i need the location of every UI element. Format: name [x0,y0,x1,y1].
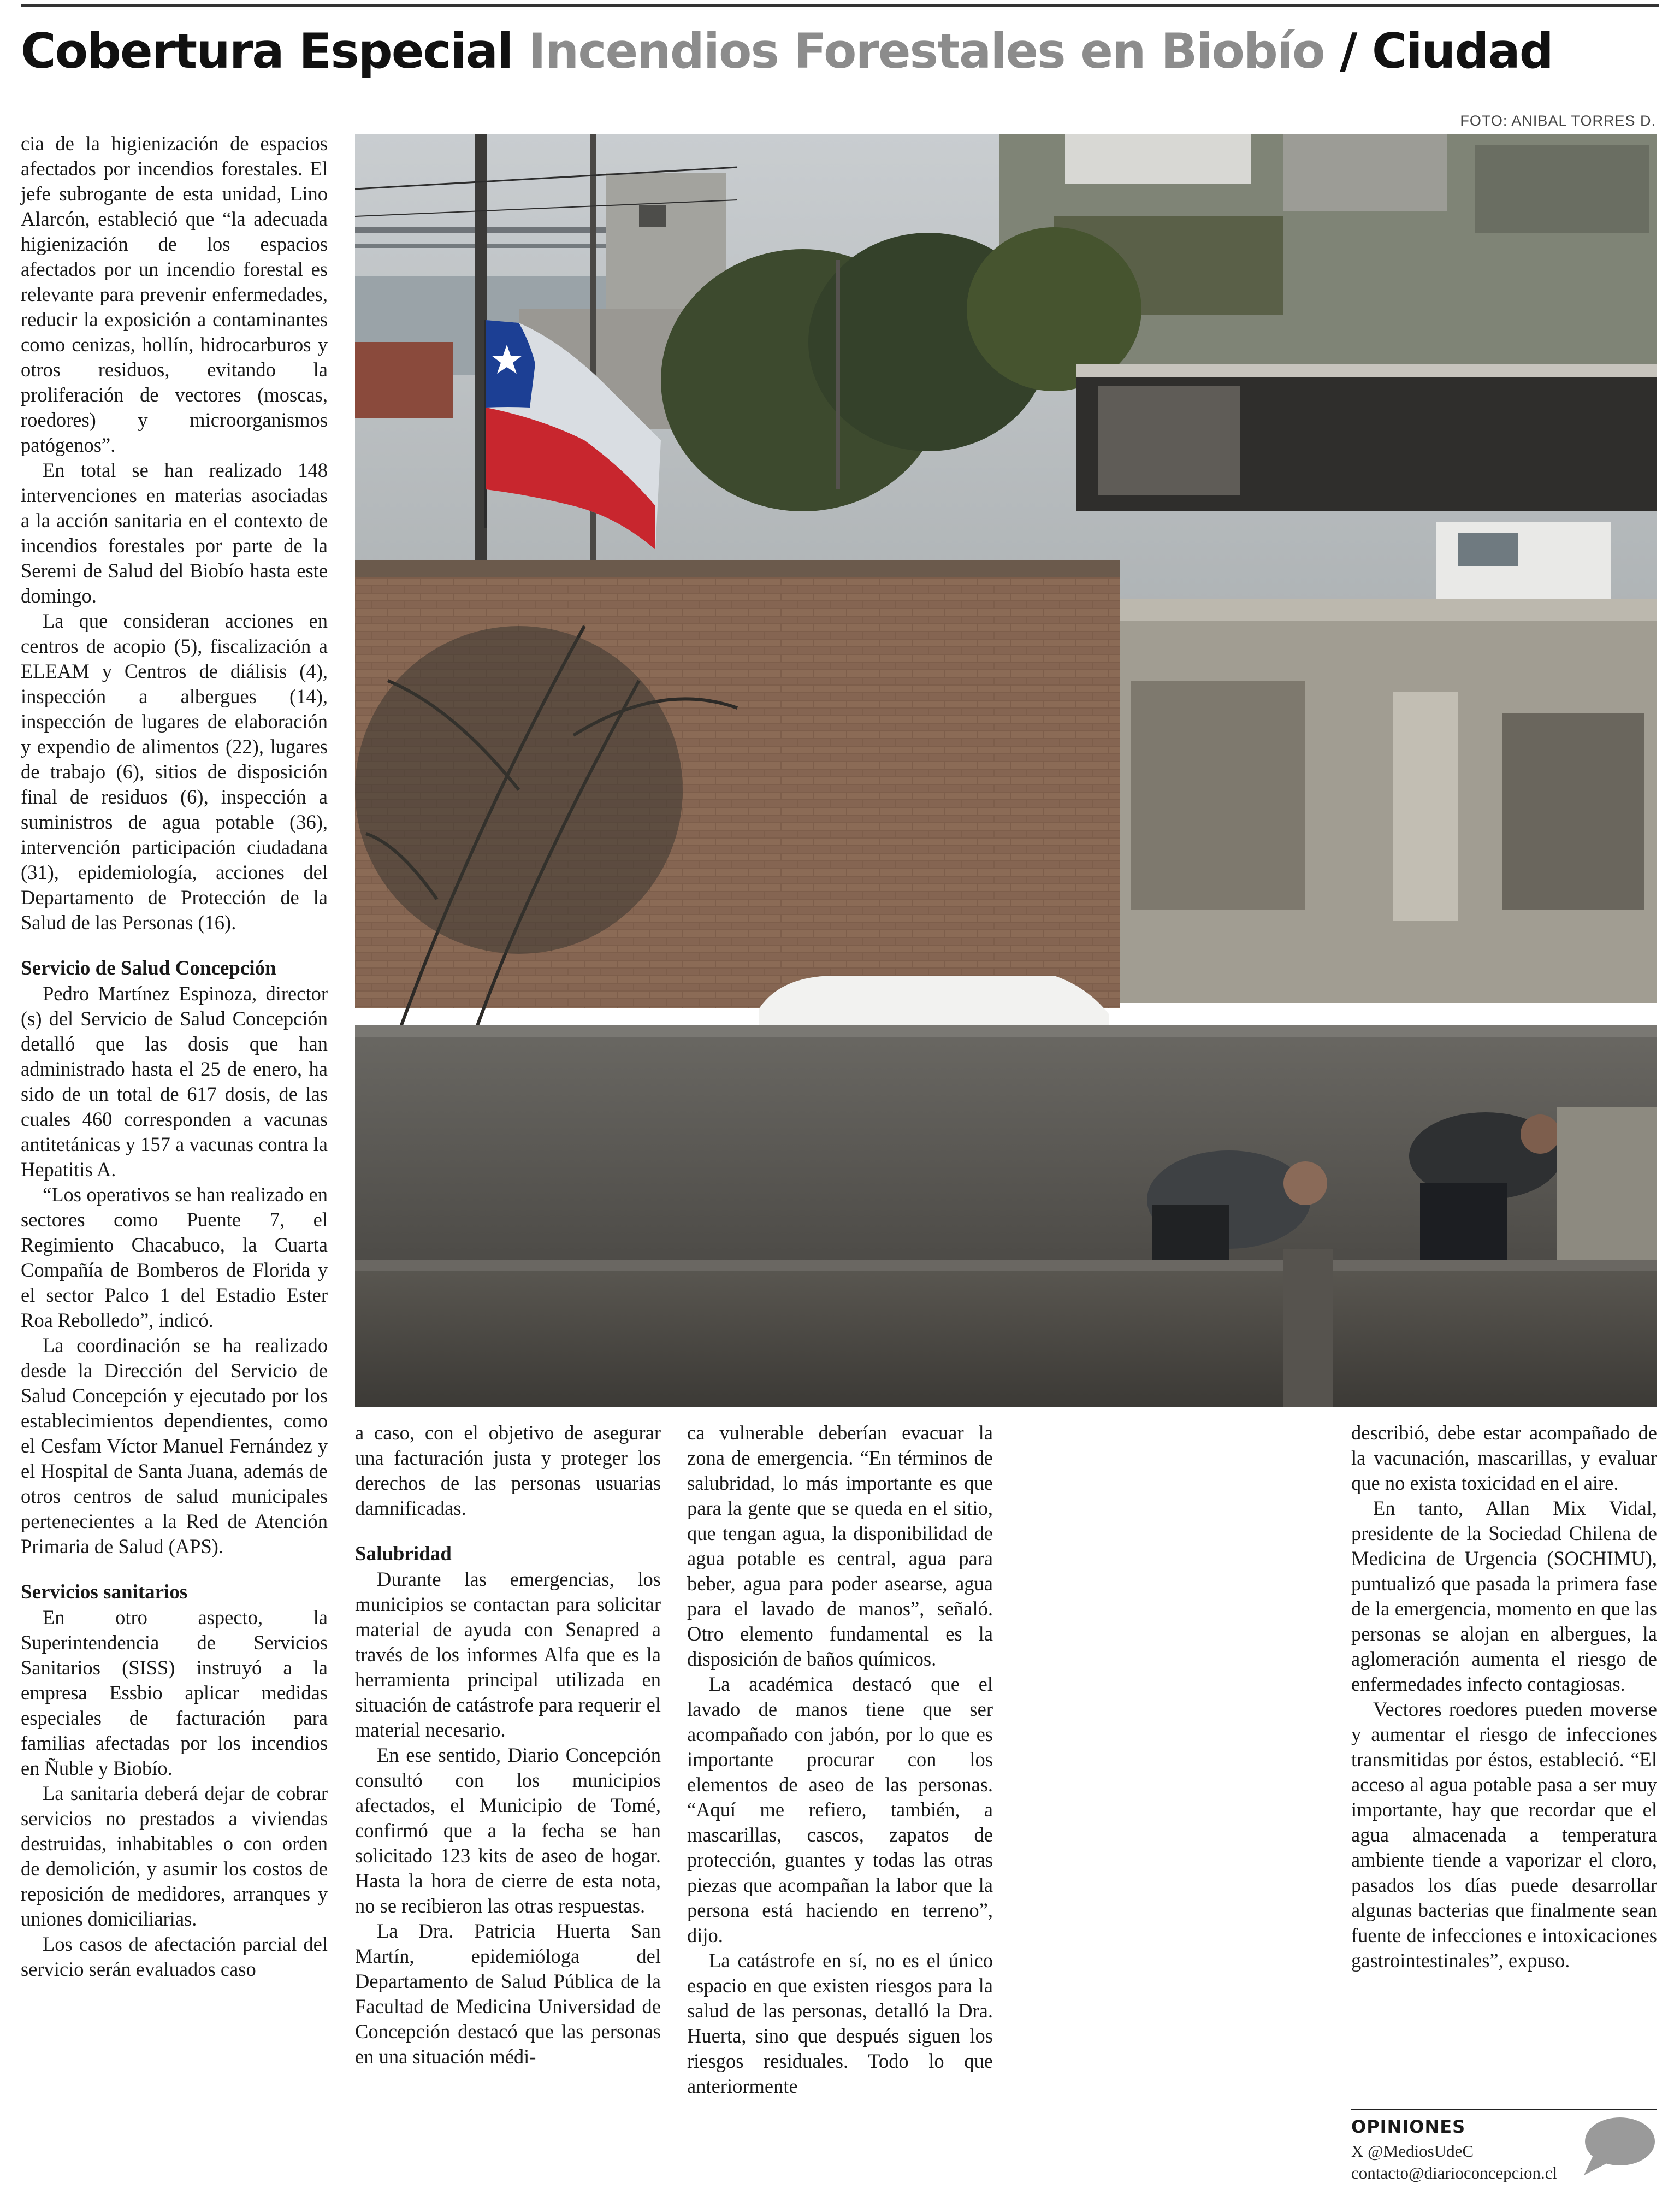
paragraph: La catástrofe en sí, no es el único espacio en que existen riesgos para la salud de las personas, detalló la Dra. Huerta, sino que después siguen los riesgos residuales. Todo lo que anteriormente [687,1949,993,2097]
opinions-box [1351,2109,1657,2196]
paragraph: cia de la higienización de espacios afectados por incendios forestales. El jefe subrogante de esta unidad, Lino Alarcón, estableció que “la adecuada higienización de los espacios afectados por un incendio forestal es relevante para prevenir enfermedades, reducir la exposición a contaminantes como cenizas, hollín, hidrocarburos y otros residuos, evitando la proliferación de vectores (moscas, roedores) y microorganismos patógenos”. [21,132,328,456]
opinions-email: contacto@diarioconcepcion.cl [1351,2163,1558,2182]
paragraph: La que consideran acciones en centros de acopio (5), fiscalización a ELEAM y Centros de diálisis (4), inspección a albergues (14), inspección de lugares de elaboración y expendio de alimentos (22), lugares de trabajo (6), sitios de disposición final de residuos (6), inspección a suministros de agua potable (36), intervención participación ciudadana (31), epidemiología, acciones del Departamento de Protección de la Salud de las Personas (16). [21,610,328,934]
paragraph: La sanitaria deberá dejar de cobrar servicios no prestados a viviendas destruidas, inhabitables o con orden de demolición, y asumir los costos de reposición de medidores, arranques y uniones domiciliarias. [21,1782,328,1930]
article-column-1 [21,131,328,1982]
opinions-twitter: X @MediosUdeC [1351,2141,1474,2161]
paragraph: La académica destacó que el lavado de manos tiene que ser acompañado con jabón, por lo que es importante procurar con los elementos de aseo de las personas. “Aquí me refiero, también, a mascarillas, cascos, zapatos de protección, guantes y todas las otras piezas que acompañan la labor que la persona está haciendo en terreno”, dijo. [687,1673,993,1946]
paragraph: a caso, con el objetivo de asegurar una facturación justa y proteger los derechos de las personas usuarias damnificadas. [355,1421,661,1519]
article-column-3 [687,1420,993,2099]
paragraph: describió, debe estar acompañado de la vacunación, mascarillas, y evaluar que no exista toxicidad en el aire. [1351,1421,1657,1494]
article-column-2 [355,1420,661,2069]
page-header [21,19,1553,84]
paragraph: ca vulnerable deberían evacuar la zona de emergencia. “En términos de salubridad, lo más importante es que para la gente que se queda en el sitio, que tengan agua, la disponibilidad de agua potable es central, agua para beber, agua para poder asearse, agua para el lavado de manos”, señaló. Otro elemento fundamental es la disposición de baños químicos. [687,1421,993,1670]
opinions-rule [1351,2109,1657,2110]
subheading: Salubridad [355,1543,452,1565]
photo-credit: FOTO: ANIBAL TORRES D. [1460,113,1656,129]
paragraph: Durante las emergencias, los municipios se contactan para solicitar material de ayuda con Senapred a través de los informes Alfa que es la herramienta principal utilizada en situación de catástrofe para requerir el material necesario. [355,1568,661,1741]
subheading: Servicio de Salud Concepción [21,957,276,979]
paragraph: En ese sentido, Diario Concepción consultó con los municipios afectados, el Municipio de Tomé, confirmó que a la fecha se han solicitado 123 kits de aseo de hogar. Hasta la hora de cierre de esta nota, no se recibieron las otras respuestas. [355,1744,661,1917]
top-rule [21,4,1659,7]
paragraph: Vectores roedores pueden moverse y aumentar el riesgo de infecciones transmitidas por éstos, estableció. “El acceso al agua potable pasa a ser muy importante, hay que recordar que el agua almacenada a temperatura ambiente tiende a vaporizar el cloro, pasados los días puede desarrollar algunas bacterias que finalmente sean fuente de infecciones e intoxicaciones gastrointestinales”, expuso. [1351,1698,1657,1972]
paragraph: Pedro Martínez Espinoza, director (s) del Servicio de Salud Concepción detalló que las dosis que han administrado hasta el 25 de enero, ha sido de un total de 617 dosis, de las cuales 460 corresponden a vacunas antitetánicas y 157 a vacunas contra la Hepatitis A. [21,982,328,1181]
header-section: Cobertura Especial [21,23,513,79]
paragraph: La coordinación se ha realizado desde la Dirección del Servicio de Salud Concepción y ejecutado por los establecimientos dependientes, como el Cesfam Víctor Manuel Fernández y el Hospital de Santa Juana, además de otros centros de salud municipales pertenecientes a la Red de Atención Primaria de Salud (APS). [21,1334,328,1557]
news-photo [355,134,1657,1407]
paragraph: En otro aspecto, la Superintendencia de Servicios Sanitarios (SISS) instruyó a la empresa Essbio aplicar medidas especiales de facturación para familias afectadas por los incendios en Ñuble y Biobío. [21,1606,328,1779]
header-category: / Ciudad [1340,23,1553,79]
article-column-5 [1351,1420,1657,1973]
paragraph: En tanto, Allan Mix Vidal, presidente de la Sociedad Chilena de Medicina de Urgencia (SOCHIMU), puntualizó que pasada la primera fase de la emergencia, momento en que las personas se alojan en albergues, la aglomeración aumenta el riesgo de enfermedades infecto contagiosas. [1351,1497,1657,1695]
speech-bubble-icon [1581,2114,1656,2179]
paragraph: Los casos de afectación parcial del servicio serán evaluados caso [21,1933,328,1980]
paragraph: La Dra. Patricia Huerta San Martín, epidemióloga del Departamento de Salud Pública de la Facultad de Medicina Universidad de Concepción destacó que las personas en una situación médi- [355,1920,661,2068]
paragraph: En total se han realizado 148 intervenciones en materias asociadas a la acción sanitaria en el contexto de incendios forestales por parte de la Seremi de Salud del Biobío hasta este domingo. [21,459,328,607]
header-topic: Incendios Forestales en Biobío [528,23,1324,79]
subheading: Servicios sanitarios [21,1581,188,1603]
paragraph: “Los operativos se han realizado en sectores como Puente 7, el Regimiento Chacabuco, la Cuarta Compañía de Bomberos de Florida y el sector Palco 1 del Estadio Ester Roa Rebolledo”, indicó. [21,1183,328,1331]
opinions-title: OPINIONES [1351,2116,1466,2137]
